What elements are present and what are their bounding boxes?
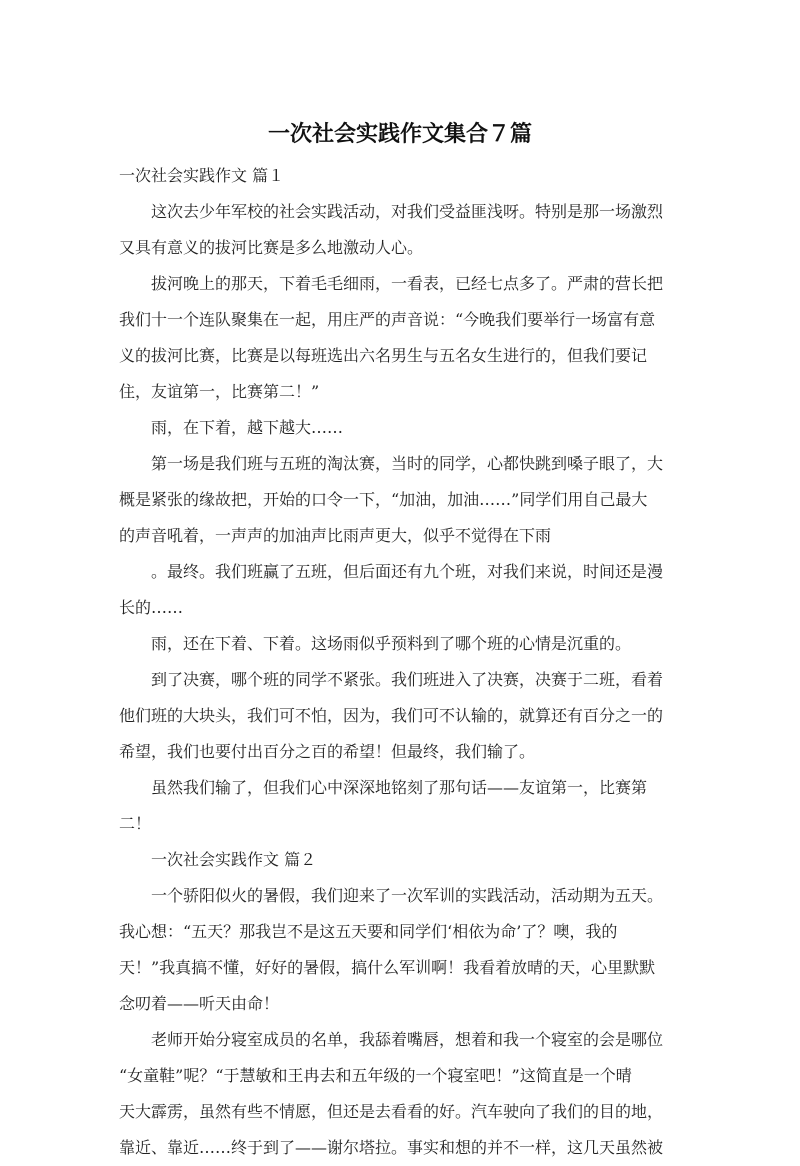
paragraph-line: 二！ xyxy=(119,814,152,833)
paragraph-line: 义的拔河比赛，比赛是以每班选出六名男生与五名女生进行的，但我们要记 xyxy=(119,346,648,365)
paragraph-line: 住，友谊第一，比赛第二！” xyxy=(119,382,320,401)
paragraph-line: “女童鞋”呢？“于慧敏和王冉去和五年级的一个寝室吧！”这简直是一个晴 xyxy=(119,1066,632,1085)
paragraph-line: 天！”我真搞不懂，好好的暑假，搞什么军训啊！我看着放晴的天，心里默默 xyxy=(119,958,656,977)
paragraph-line: 拔河晚上的那天，下着毛毛细雨，一看表，已经七点多了。严肃的营长把 xyxy=(151,274,664,293)
section-heading-1: 一次社会实践作文 篇１ xyxy=(119,166,285,185)
paragraph-line: 的声音吼着，一声声的加油声比雨声更大，似乎不觉得在下雨 xyxy=(119,526,552,545)
paragraph-line: 。最终。我们班赢了五班，但后面还有九个班，对我们来说，时间还是漫 xyxy=(151,562,664,581)
document-title: 一次社会实践作文集合７篇 xyxy=(267,122,532,147)
paragraph-line: 靠近、靠近……终于到了——谢尔塔拉。事实和想的并不一样，这几天虽然被 xyxy=(119,1138,664,1157)
paragraph-line: 概是紧张的缘故把，开始的口令一下，“加油，加油……”同学们用自己最大 xyxy=(119,490,648,509)
paragraph-line: 第一场是我们班与五班的淘汰赛，当时的同学，心都快跳到嗓子眼了，大 xyxy=(151,454,664,473)
paragraph-line: 我们十一个连队聚集在一起，用庄严的声音说：“今晚我们要举行一场富有意 xyxy=(119,310,656,329)
paragraph-line: 他们班的大块头，我们可不怕，因为，我们可不认输的，就算还有百分之一的 xyxy=(119,706,664,725)
paragraph-line: 一个骄阳似火的暑假，我们迎来了一次军训的实践活动，活动期为五天。 xyxy=(151,886,664,905)
paragraph-line: 虽然我们输了，但我们心中深深地铭刻了那句话——友谊第一，比赛第 xyxy=(151,778,648,797)
section-heading-2: 一次社会实践作文 篇２ xyxy=(151,850,317,869)
document-body xyxy=(119,158,679,1166)
paragraph-line: 这次去少年军校的社会实践活动，对我们受益匪浅呀。特别是那一场激烈 xyxy=(151,202,664,221)
paragraph-line: 天大霹雳，虽然有些不情愿，但还是去看看的好。汽车驶向了我们的目的地， xyxy=(119,1102,664,1121)
paragraph-line: 到了决赛，哪个班的同学不紧张。我们班进入了决赛，决赛于二班，看着 xyxy=(151,670,664,689)
paragraph-line: 又具有意义的拔河比赛是多么地激动人心。 xyxy=(119,238,424,257)
paragraph-line: 念叨着——听天由命！ xyxy=(119,994,280,1013)
paragraph-line: 雨，还在下着、下着。这场雨似乎预料到了哪个班的心情是沉重的。 xyxy=(151,634,632,653)
paragraph-line: 希望，我们也要付出百分之百的希望！但最终，我们输了。 xyxy=(119,742,536,761)
paragraph-line: 雨，在下着，越下越大…… xyxy=(151,418,344,437)
paragraph-line: 长的…… xyxy=(119,598,184,617)
paragraph-line: 我心想：“五天？那我岂不是这五天要和同学们‘相依为命’了？噢，我的 xyxy=(119,922,618,941)
paragraph-line: 老师开始分寝室成员的名单，我舔着嘴唇，想着和我一个寝室的会是哪位 xyxy=(151,1030,664,1049)
